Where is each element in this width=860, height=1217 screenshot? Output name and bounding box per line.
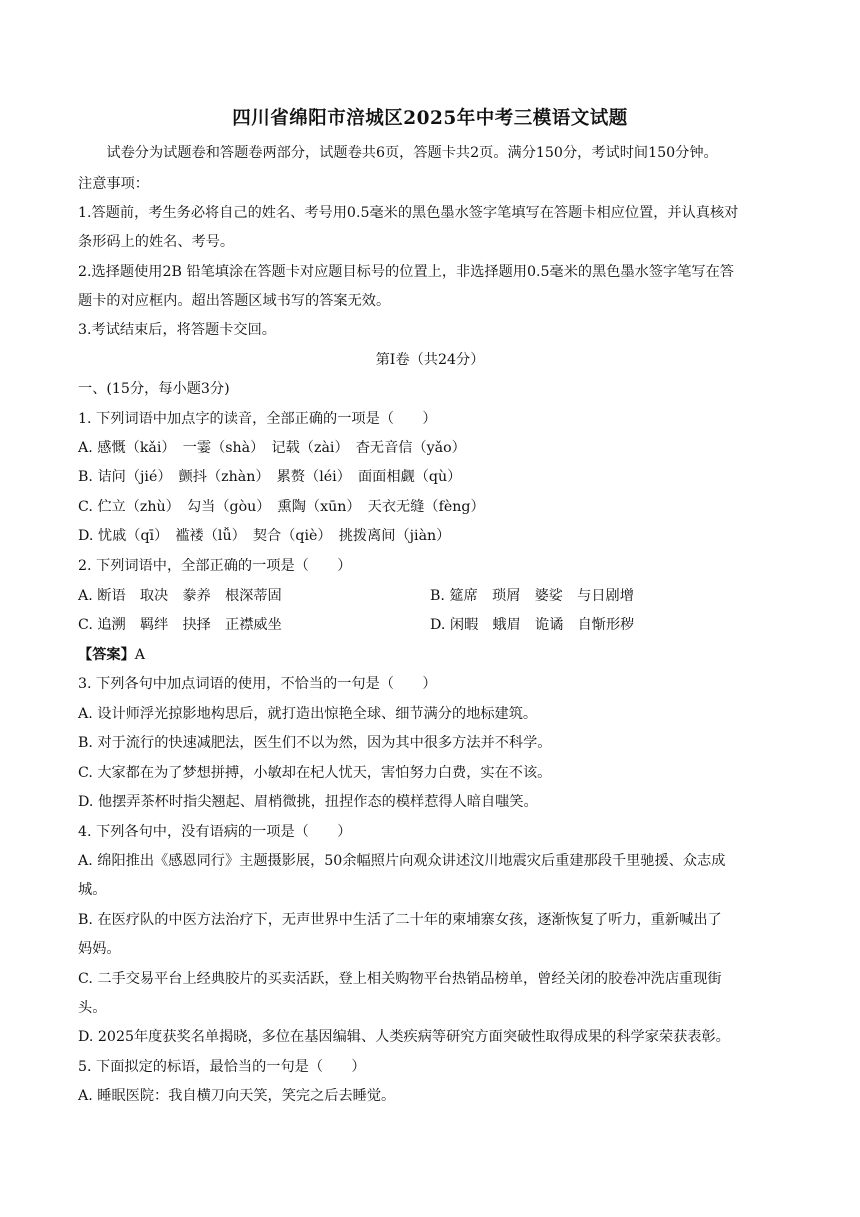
question-4-option-b: B. 在医疗队的中医方法治疗下，无声世界中生活了二十年的柬埔寨女孩，逐渐恢复了听力，重新喊出了 [78,912,722,928]
question-3-option-d: D. 他摆弄茶杯时指尖翘起、眉梢微挑，扭捏作态的模样惹得人暗自嗤笑。 [78,794,538,810]
question-2-option-b: B. 筵席 琐屑 婆娑 与日剧增 [430,588,634,604]
part-heading: 一、(15分，每小题3分) [78,381,230,397]
section-title: 第Ⅰ卷（共24分） [375,352,485,368]
question-3-stem: 3. 下列各句中加点词语的使用，不恰当的一句是（ ） [78,676,437,692]
question-4-stem: 4. 下列各句中，没有语病的一项是（ ） [78,824,352,840]
intro-text: 试卷分为试题卷和答题卷两部分，试题卷共6页，答题卡共2页。满分150分，考试时间150分钟。 [106,145,718,161]
question-5-stem: 5. 下面拟定的标语，最恰当的一句是（ ） [78,1059,366,1075]
answer-line [78,645,782,665]
question-3-option-c: C. 大家都在为了梦想拼搏，小敏却在杞人忧天，害怕努力白费，实在不该。 [78,765,552,781]
question-1-option-c: C. 伫立（zhù） 勾当（gòu） 熏陶（xūn） 天衣无缝（fèng） [78,499,485,515]
question-4-option-d: D. 2025年度获奖名单揭晓，多位在基因编辑、人类疾病等研究方面突破性取得成果的科学家荣获表彰。 [78,1029,730,1045]
page-title: 四川省绵阳市涪城区2025年中考三模语文试题 [232,108,628,129]
answer-label: 【答案】 [78,647,135,663]
question-1-option-d: D. 忧戚（qī） 褴褛（lǚ） 契合（qiè） 挑拨离间（jiàn） [78,528,451,544]
question-3-option-a: A. 设计师浮光掠影地构思后，就打造出惊艳全球、细节满分的地标建筑。 [78,706,538,722]
question-5-option-a: A. 睡眠医院：我自横刀向天笑，笑完之后去睡觉。 [78,1088,396,1104]
notice-line: 1.答题前，考生务必将自己的姓名、考号用0.5毫米的黑色墨水签字笔填写在答题卡相应位置，并认真核对 [78,205,739,221]
question-2-option-d: D. 闲暇 蛾眉 诡谲 自惭形秽 [430,617,635,633]
question-2-option-c: C. 追溯 羁绊 抉择 正襟威坐 [78,617,282,633]
notice-line: 3.考试结束后，将答题卡交回。 [78,322,276,338]
question-3-option-b: B. 对于流行的快速减肥法，医生们不以为然，因为其中很多方法并不科学。 [78,735,552,751]
question-4-option-a-cont: 城。 [78,882,107,898]
question-1-stem: 1. 下列词语中加点字的读音，全部正确的一项是（ ） [78,411,437,427]
question-2-stem: 2. 下列词语中，全部正确的一项是（ ） [78,558,352,574]
notice-line: 2.选择题使用2B 铅笔填涂在答题卡对应题目标号的位置上，非选择题用0.5毫米的黑色墨水签字笔写在答 [78,264,734,280]
question-4-option-c-cont: 头。 [78,1000,107,1016]
question-4-option-a: A. 绵阳推出《感恩同行》主题摄影展，50余幅照片向观众讲述汶川地震灾后重建那段千里驰援、众志成 [78,853,726,869]
notice-line: 条形码上的姓名、考号。 [78,234,235,250]
question-2-option-a: A. 断语 取决 豢养 根深蒂固 [78,588,282,604]
question-1-option-a: A. 感慨（kǎi） 一霎（shà） 记载（zài） 杳无音信（yǎo） [78,440,466,456]
question-4-option-c: C. 二手交易平台上经典胶片的买卖活跃，登上相关购物平台热销品榜单，曾经关闭的胶卷冲洗店重现街 [78,971,722,987]
answer-value: A [134,647,146,663]
question-1-option-b: B. 诘问（jié） 颤抖（zhàn） 累赘（léi） 面面相觑（qù） [78,469,462,485]
notice-line: 题卡的对应框内。超出答题区域书写的答案无效。 [78,293,391,309]
notice-heading: 注意事项： [78,176,149,192]
question-4-option-b-cont: 妈妈。 [78,941,121,957]
